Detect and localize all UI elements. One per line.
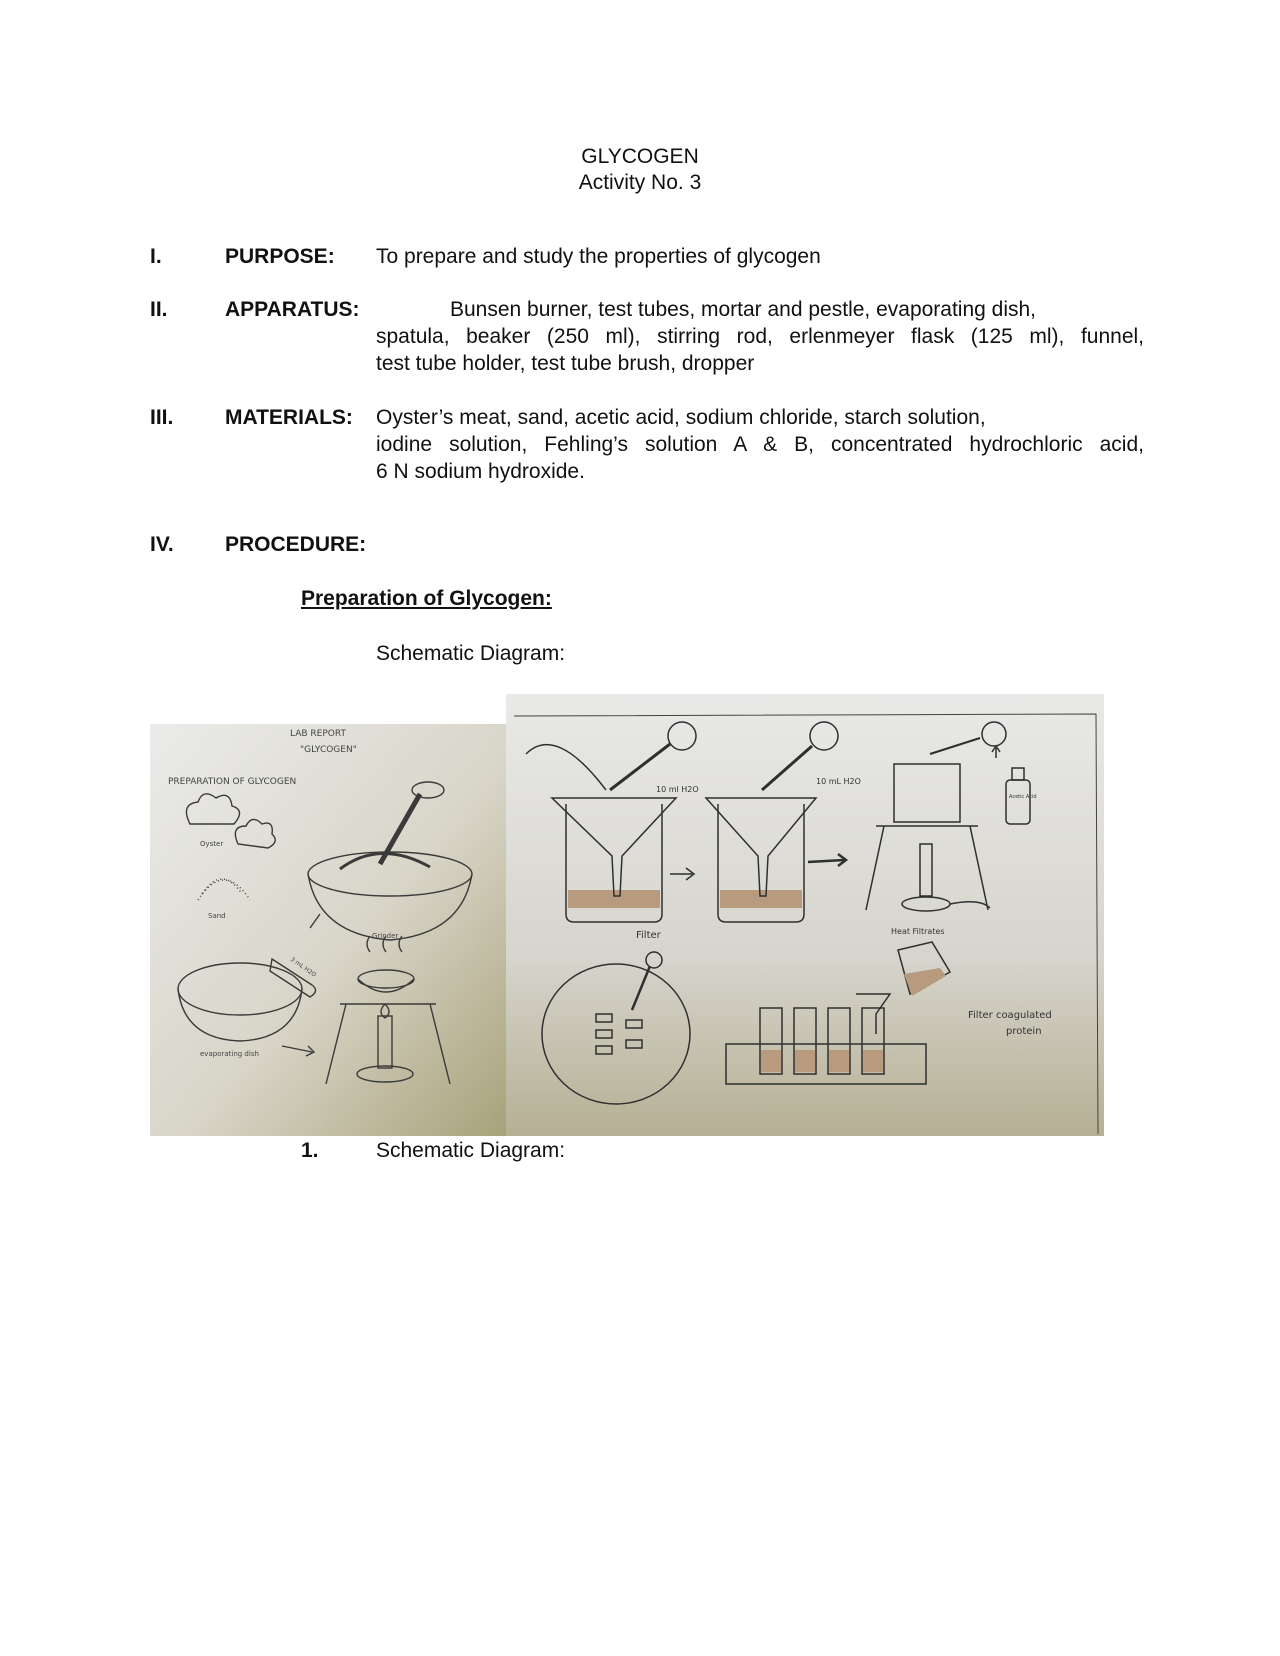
- sketch-label-oyster: Oyster: [200, 840, 224, 848]
- section-number-1: I.: [150, 245, 162, 268]
- sketch-label-acid: Acetic Acid: [1009, 794, 1037, 800]
- apparatus-line-2: spatula, beaker (250 ml), stirring rod, erlenmeyer flask (125 ml), funnel,: [376, 325, 1144, 348]
- procedure-label: PROCEDURE:: [225, 533, 367, 556]
- apparatus-line-1: Bunsen burner, test tubes, mortar and pestle, evaporating dish,: [450, 298, 1037, 321]
- schematic-diagram-label: Schematic Diagram:: [376, 642, 566, 665]
- document-title: GLYCOGEN: [581, 145, 699, 168]
- apparatus-line-3: test tube holder, test tube brush, dropper: [376, 352, 755, 375]
- sketch-photo-left: [150, 724, 506, 1136]
- sketch-label-sand: Sand: [208, 912, 226, 920]
- sketch-label-tube-note: 3 mL H2O: [288, 955, 318, 979]
- sketch-label-filter-note-2: protein: [1006, 1026, 1042, 1037]
- materials-line-2: iodine solution, Fehling’s solution A & B, concentrated hydrochloric acid,: [376, 433, 1144, 456]
- section-number-3: III.: [150, 406, 174, 429]
- sketch-label-water-2: 10 mL H2O: [816, 777, 861, 786]
- step-1-text: Schematic Diagram:: [376, 1139, 566, 1162]
- sketch-label-water-1: 10 ml H2O: [656, 785, 699, 794]
- section-number-2: II.: [150, 298, 168, 321]
- activity-number: Activity No. 3: [578, 171, 702, 194]
- sketch-label-dish: evaporating dish: [200, 1050, 259, 1058]
- sketch-photo-right: [506, 694, 1104, 1136]
- sketch-heading-lab-report: LAB REPORT: [290, 729, 346, 739]
- materials-label: MATERIALS:: [225, 406, 353, 429]
- materials-line-1: Oyster’s meat, sand, acetic acid, sodium chloride, starch solution,: [376, 406, 986, 429]
- sketch-label-filter-note-1: Filter coagulated: [968, 1010, 1052, 1021]
- materials-line-3: 6 N sodium hydroxide.: [376, 460, 585, 483]
- section-number-4: IV.: [150, 533, 174, 556]
- sketch-label-grinder: Grinder: [372, 932, 399, 940]
- step-number-1: 1.: [301, 1139, 319, 1162]
- purpose-label: PURPOSE:: [225, 245, 335, 268]
- sketch-label-filter: Filter: [636, 930, 661, 941]
- sketch-label-heat: Heat Filtrates: [891, 927, 945, 936]
- sketch-heading-preparation: PREPARATION OF GLYCOGEN: [168, 777, 297, 787]
- preparation-subheading: Preparation of Glycogen:: [301, 587, 552, 610]
- purpose-text: To prepare and study the properties of glycogen: [376, 245, 821, 268]
- sketch-heading-glycogen: "GLYCOGEN": [300, 745, 357, 755]
- apparatus-label: APPARATUS:: [225, 298, 360, 321]
